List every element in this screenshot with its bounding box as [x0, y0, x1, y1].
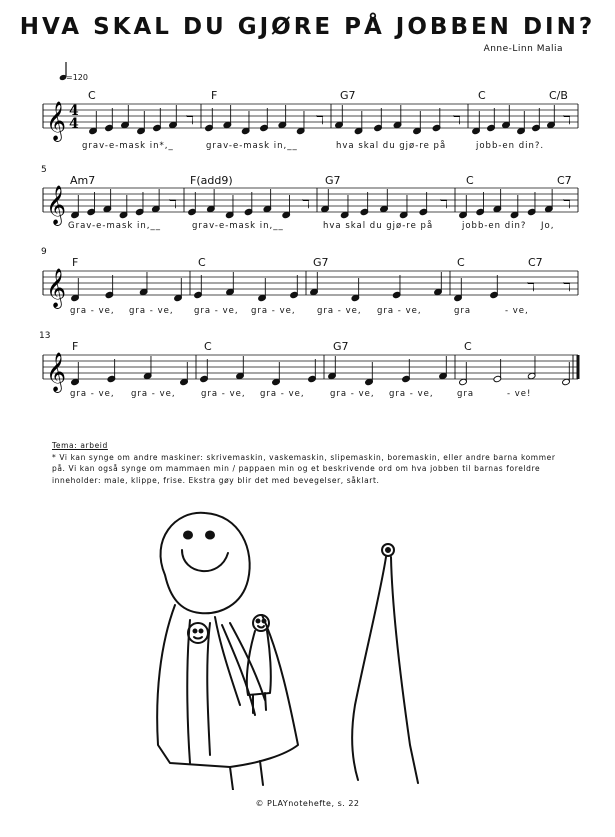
rest-icon: ℸ	[316, 113, 324, 127]
child-drawing-illustration	[130, 505, 450, 790]
chord-symbol: G7	[340, 89, 356, 102]
lyric-segment: Grav-e-mask in,__	[68, 221, 161, 231]
chord-symbol: Am7	[70, 174, 96, 187]
measure-number: 13	[39, 331, 51, 341]
chord-symbol: C	[88, 89, 96, 102]
lyric-segment: gra - ve,	[260, 389, 305, 399]
measure-number: 5	[41, 165, 47, 175]
chord-symbol: G7	[313, 256, 329, 269]
lyric-segment: hva skal du gjø-re på	[323, 221, 434, 231]
treble-clef-icon: 𝄞	[46, 352, 67, 392]
song-title: HVA SKAL DU GJØRE PÅ JOBBEN DIN?	[19, 14, 596, 40]
lyric-segment: grav-e-mask in,__	[206, 141, 298, 151]
rest-icon: ℸ	[453, 113, 461, 127]
notes-text: * Vi kan synge om andre maskiner: skrivemaskin, vaskemaskin, slipemaskin, boremaskin, eller andre barna kommer på. Vi kan også synge om mammaen min / pappaen min og et beskrivende ord om hva jobben til barnas foreldre inneholder: male, klippe, frise. Ekstra gøy blir det med bevegelser, såklart.	[52, 452, 556, 485]
theme-label: Tema: arbeid	[52, 441, 108, 450]
copyright-footer: © PLAYnotehefte, s. 22	[255, 799, 360, 808]
rest-icon: ℸ	[563, 197, 571, 211]
lyric-segment: gra - ve,	[389, 389, 434, 399]
rest-icon: ℸ	[302, 197, 310, 211]
chord-symbol: F(add9)	[190, 174, 233, 187]
lyric-segment: gra	[457, 389, 475, 399]
lyric-segment: jobb-en din?.	[476, 141, 545, 151]
lyric-segment: gra	[454, 306, 472, 316]
lyric-segment: gra - ve,	[194, 306, 239, 316]
lyric-segment: - ve!	[507, 389, 532, 399]
lyric-segment: gra - ve,	[251, 306, 296, 316]
rest-icon: ℸ	[186, 113, 194, 127]
chord-symbol: C	[464, 340, 472, 353]
lyric-segment: hva skal du gjø-re på	[336, 141, 447, 151]
measure-number: 9	[41, 247, 47, 257]
tempo-marking: =120	[66, 73, 88, 82]
lyric-segment: gra - ve,	[317, 306, 362, 316]
chord-symbol: C	[457, 256, 465, 269]
rest-icon: ℸ	[440, 197, 448, 211]
chord-symbol: F	[72, 256, 79, 269]
lyric-segment: gra - ve,	[129, 306, 174, 316]
treble-clef-icon: 𝄞	[46, 268, 67, 308]
chord-symbol: F	[72, 340, 79, 353]
treble-clef-icon: 𝄞	[46, 185, 67, 225]
chord-symbol: F	[211, 89, 218, 102]
lyric-segment: - ve,	[505, 306, 529, 316]
treble-clef-icon: 𝄞	[46, 101, 67, 141]
time-signature-bottom: 4	[69, 116, 79, 132]
time-signature-top: 4	[69, 103, 79, 119]
lyric-segment: gra - ve,	[330, 389, 375, 399]
lyric-segment: gra - ve,	[377, 306, 422, 316]
teaching-notes	[52, 440, 572, 486]
chord-symbol: C/B	[549, 89, 568, 102]
chord-symbol: G7	[333, 340, 349, 353]
composer-name: Anne-Linn Malia	[483, 44, 563, 54]
lyric-segment: jobb-en din?	[462, 221, 527, 231]
chord-symbol: C7	[557, 174, 572, 187]
rest-icon: ℸ	[527, 280, 535, 294]
lyric-segment: gra - ve,	[70, 306, 115, 316]
lyric-segment: gra - ve,	[70, 389, 115, 399]
chord-symbol: C	[478, 89, 486, 102]
chord-symbol: G7	[325, 174, 341, 187]
chord-symbol: C7	[528, 256, 543, 269]
chord-symbol: C	[466, 174, 474, 187]
chord-symbol: C	[198, 256, 206, 269]
lyric-segment: Jo,	[541, 221, 555, 231]
lyric-segment: grav-e-mask in,__	[192, 221, 284, 231]
lyric-segment: gra - ve,	[131, 389, 176, 399]
rest-icon: ℸ	[563, 280, 571, 294]
rest-icon: ℸ	[169, 197, 177, 211]
rest-icon: ℸ	[563, 113, 571, 127]
lyric-segment: grav-e-mask in*,_	[82, 141, 174, 151]
lyric-segment: gra - ve,	[201, 389, 246, 399]
chord-symbol: C	[204, 340, 212, 353]
